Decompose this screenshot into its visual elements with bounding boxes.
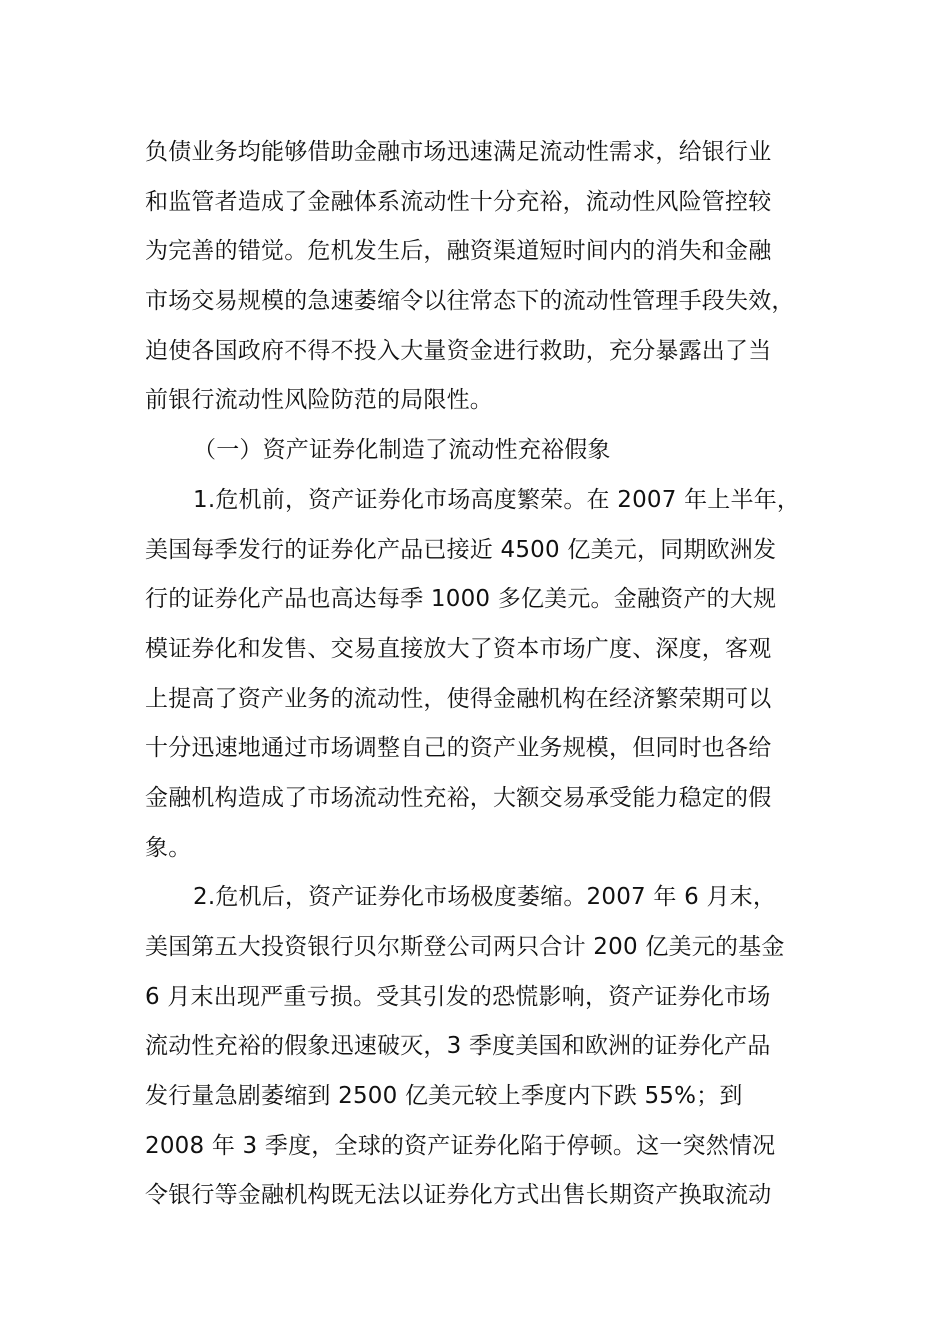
text-line-19: 流动性充裕的假象迅速破灭，3 季度美国和欧洲的证券化产品 (145, 1033, 771, 1060)
text-line-1: 负债业务均能够借助金融市场迅速满足流动性需求，给银行业 (145, 139, 772, 165)
body-text (145, 128, 845, 1221)
text-line-21: 2008 年 3 季度，全球的资产证券化陷于停顿。这一突然情况 (145, 1132, 776, 1159)
text-line-4: 市场交易规模的急速萎缩令以往常态下的流动性管理手段失效， (145, 288, 795, 315)
text-line-9: 美国每季发行的证券化产品已接近 4500 亿美元，同期欧洲发 (145, 536, 777, 563)
text-line-12: 上提高了资产业务的流动性，使得金融机构在经济繁荣期可以 (145, 685, 772, 712)
text-line-5: 迫使各国政府不得不投入大量资金进行救助，充分暴露出了当 (145, 337, 772, 364)
text-line-14: 金融机构造成了市场流动性充裕，大额交易承受能力稳定的假 (145, 784, 772, 811)
text-line-15: 象。 (145, 834, 192, 861)
text-line-22: 令银行等金融机构既无法以证券化方式出售长期资产换取流动 (145, 1182, 772, 1209)
text-line-6: 前银行流动性风险防范的局限性。 (145, 387, 493, 414)
paragraph-1-start: 1.危机前，资产证券化市场高度繁荣。在 2007 年上半年， (193, 486, 801, 513)
text-line-20: 发行量急剧萎缩到 2500 亿美元较上季度内下跌 55%；到 (145, 1083, 743, 1110)
text-line-18: 6 月末出现严重亏损。受其引发的恐慌影响，资产证券化市场 (145, 983, 771, 1010)
text-line-11: 模证券化和发售、交易直接放大了资本市场广度、深度，客观 (145, 635, 772, 662)
text-line-13: 十分迅速地通过市场调整自己的资产业务规模，但同时也各给 (145, 735, 772, 762)
text-line-10: 行的证券化产品也高达每季 1000 多亿美元。金融资产的大规 (145, 586, 777, 613)
text-line-17: 美国第五大投资银行贝尔斯登公司两只合计 200 亿美元的基金 (145, 934, 785, 960)
text-line-3: 为完善的错觉。危机发生后，融资渠道短时间内的消失和金融 (145, 238, 772, 265)
text-line-2: 和监管者造成了金融体系流动性十分充裕，流动性风险管控较 (145, 188, 772, 215)
paragraph-2-start: 2.危机后，资产证券化市场极度萎缩。2007 年 6 月末， (193, 884, 777, 911)
section-heading: （一）资产证券化制造了流动性充裕假象 (193, 437, 611, 464)
